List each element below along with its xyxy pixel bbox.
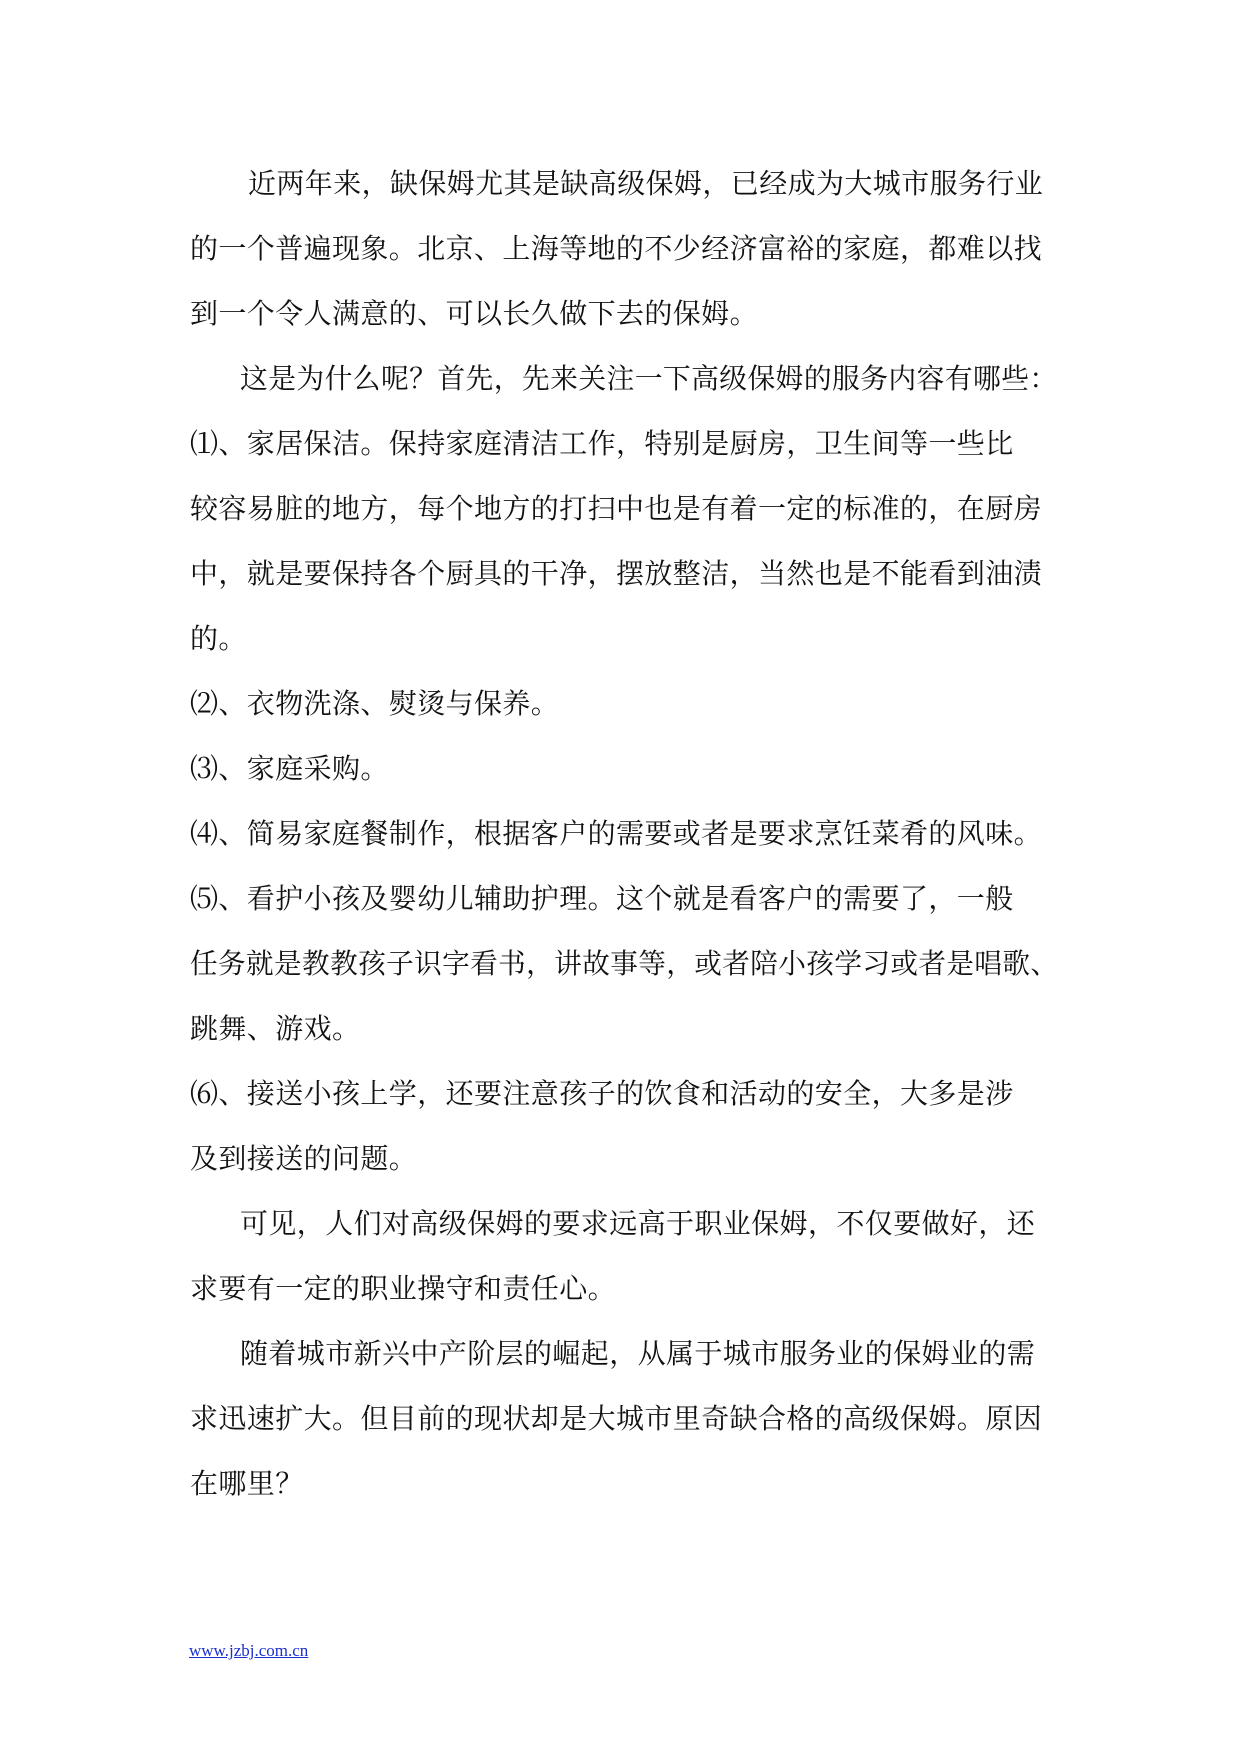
text-line-8: 的。	[190, 622, 247, 655]
text-line-2: 的一个普遍现象。北京、上海等地的不少经济富裕的家庭，都难以找	[190, 232, 1043, 265]
text-line-3: 到一个令人满意的、可以长久做下去的保姆。	[190, 297, 759, 330]
text-line-18: 求要有一定的职业操守和责任心。	[190, 1272, 617, 1305]
text-line-11: ⑷、简易家庭餐制作，根据客户的需要或者是要求烹饪菜肴的风味。	[190, 817, 1043, 850]
text-line-7: 中，就是要保持各个厨具的干净，摆放整洁，当然也是不能看到油渍	[190, 557, 1043, 590]
text-line-16: 及到接送的问题。	[190, 1142, 418, 1175]
text-line-17: 可见，人们对高级保姆的要求远高于职业保姆，不仅要做好，还	[240, 1207, 1036, 1240]
text-line-1: 近两年来，缺保姆尤其是缺高级保姆，已经成为大城市服务行业	[248, 167, 1044, 200]
text-line-9: ⑵、衣物洗涤、熨烫与保养。	[190, 687, 560, 720]
text-line-10: ⑶、家庭采购。	[190, 752, 389, 785]
text-line-5: ⑴、家居保洁。保持家庭清洁工作，特别是厨房，卫生间等一些比	[190, 427, 1014, 460]
text-line-13: 任务就是教教孩子识字看书，讲故事等，或者陪小孩学习或者是唱歌、	[190, 947, 1059, 980]
text-line-19: 随着城市新兴中产阶层的崛起，从属于城市服务业的保姆业的需	[240, 1337, 1036, 1370]
text-line-20: 求迅速扩大。但目前的现状却是大城市里奇缺合格的高级保姆。原因	[190, 1402, 1043, 1435]
text-line-12: ⑸、看护小孩及婴幼儿辅助护理。这个就是看客户的需要了，一般	[190, 882, 1014, 915]
text-line-6: 较容易脏的地方，每个地方的打扫中也是有着一定的标准的，在厨房	[190, 492, 1043, 525]
text-line-14: 跳舞、游戏。	[190, 1012, 361, 1045]
text-line-15: ⑹、接送小孩上学，还要注意孩子的饮食和活动的安全，大多是涉	[190, 1077, 1014, 1110]
text-line-4: 这是为什么呢？首先，先来关注一下高级保姆的服务内容有哪些：	[240, 362, 1058, 395]
website-link[interactable]: www.jzbj.com.cn	[189, 1641, 309, 1660]
text-line-21: 在哪里？	[190, 1467, 304, 1500]
